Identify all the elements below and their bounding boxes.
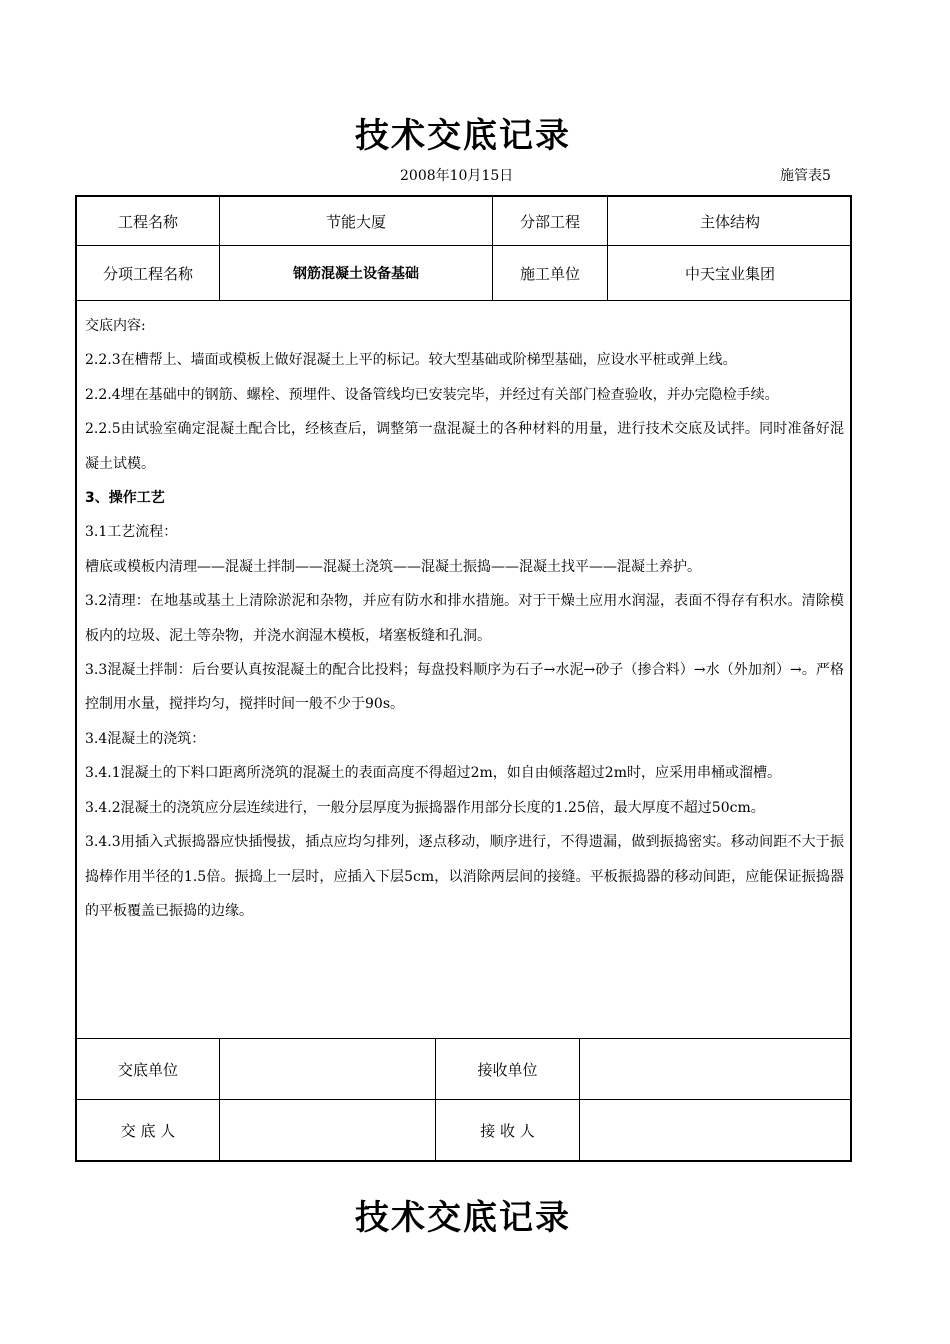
receiver-unit-label: 接收单位: [436, 1039, 580, 1099]
project-name-label: 工程名称: [77, 197, 220, 245]
content-label: 交底内容:: [85, 318, 146, 334]
content-paragraph: 3.4混凝土的浇筑：: [85, 730, 206, 747]
issuer-person-value: [220, 1100, 436, 1160]
content-paragraph: 3.2清理：在地基或基土上清除淤泥和杂物，并应有防水和排水措施。对于干燥土应用水润湿，表面不得存有积水。清除模板内的垃圾、泥土等杂物，并浇水润湿木模板，堵塞板缝和孔洞。: [85, 593, 844, 644]
footer-row-units: [77, 1039, 850, 1100]
next-page-title: 技术交底记录: [355, 1198, 571, 1238]
issuer-unit-value: [220, 1039, 436, 1099]
content-paragraph: 槽底或模板内清理——混凝土拌制——混凝土浇筑——混凝土振捣——混凝土找平——混凝土养护。: [85, 558, 701, 575]
header-row-subitem: [77, 246, 850, 301]
subitem-value: 钢筋混凝土设备基础: [220, 246, 493, 300]
section-heading: 3、操作工艺: [85, 490, 165, 507]
division-label: 分部工程: [493, 197, 608, 245]
header-row-project: [77, 197, 850, 246]
project-name-value: 节能大厦: [220, 197, 493, 245]
disclosure-content: [77, 301, 850, 1039]
disclosure-form: [75, 195, 852, 1162]
content-paragraph: 2.2.5由试验室确定混凝土配合比，经核查后，调整第一盘混凝土的各种材料的用量，进行技术交底及试拌。同时准备好混凝土试模。: [85, 421, 844, 472]
subitem-label: 分项工程名称: [77, 246, 220, 300]
division-value: 主体结构: [699, 212, 760, 231]
document-date: 2008年10月15日: [400, 168, 514, 184]
content-paragraph: 3.4.3用插入式振捣器应快插慢拔，插点应均匀排列，逐点移动，顺序进行，不得遗漏，做到振捣密实。移动间距不大于振捣棒作用半径的1.5倍。振捣上一层时，应插入下层5cm，以消除两层间的接缝。平板振捣器的移动间距，应能保证振捣器的平板覆盖已振捣的边缘。: [85, 834, 844, 919]
content-paragraph: 3.4.1混凝土的下料口距离所浇筑的混凝土的表面高度不得超过2m，如自由倾落超过2m时，应采用串桶或溜槽。: [85, 765, 781, 782]
content-paragraph: 2.2.4埋在基础中的钢筋、螺栓、预埋件、设备管线均已安装完毕，并经过有关部门检查验收，并办完隐检手续。: [85, 386, 779, 403]
content-paragraph: 3.3混凝土拌制：后台要认真按混凝土的配合比投料；每盘投料顺序为石子→水泥→砂子（掺合料）→水（外加剂）→。严格控制用水量，搅拌均匀，搅拌时间一般不少于90s。: [85, 662, 844, 713]
receiver-person-value: [580, 1100, 852, 1160]
receiver-person-label: 接 收 人: [436, 1100, 580, 1160]
form-code: 施管表5: [780, 168, 831, 184]
issuer-unit-label: 交底单位: [77, 1039, 220, 1099]
document-title: 技术交底记录: [355, 116, 571, 156]
footer-row-persons: [77, 1100, 850, 1160]
content-paragraph: 3.4.2混凝土的浇筑应分层连续进行，一般分层厚度为振捣器作用部分长度的1.25倍，最大厚度不超过50cm。: [85, 799, 765, 816]
receiver-unit-value: [580, 1039, 852, 1099]
contractor-label: 施工单位: [493, 246, 608, 300]
contractor-value: 中天宝业集团: [684, 264, 775, 283]
content-paragraph: 2.2.3在槽帮上、墙面或模板上做好混凝土上平的标记。较大型基础或阶梯型基础，应设水平桩或弹上线。: [85, 352, 737, 369]
content-paragraph: 3.1工艺流程：: [85, 524, 178, 541]
issuer-person-label: 交 底 人: [77, 1100, 220, 1160]
